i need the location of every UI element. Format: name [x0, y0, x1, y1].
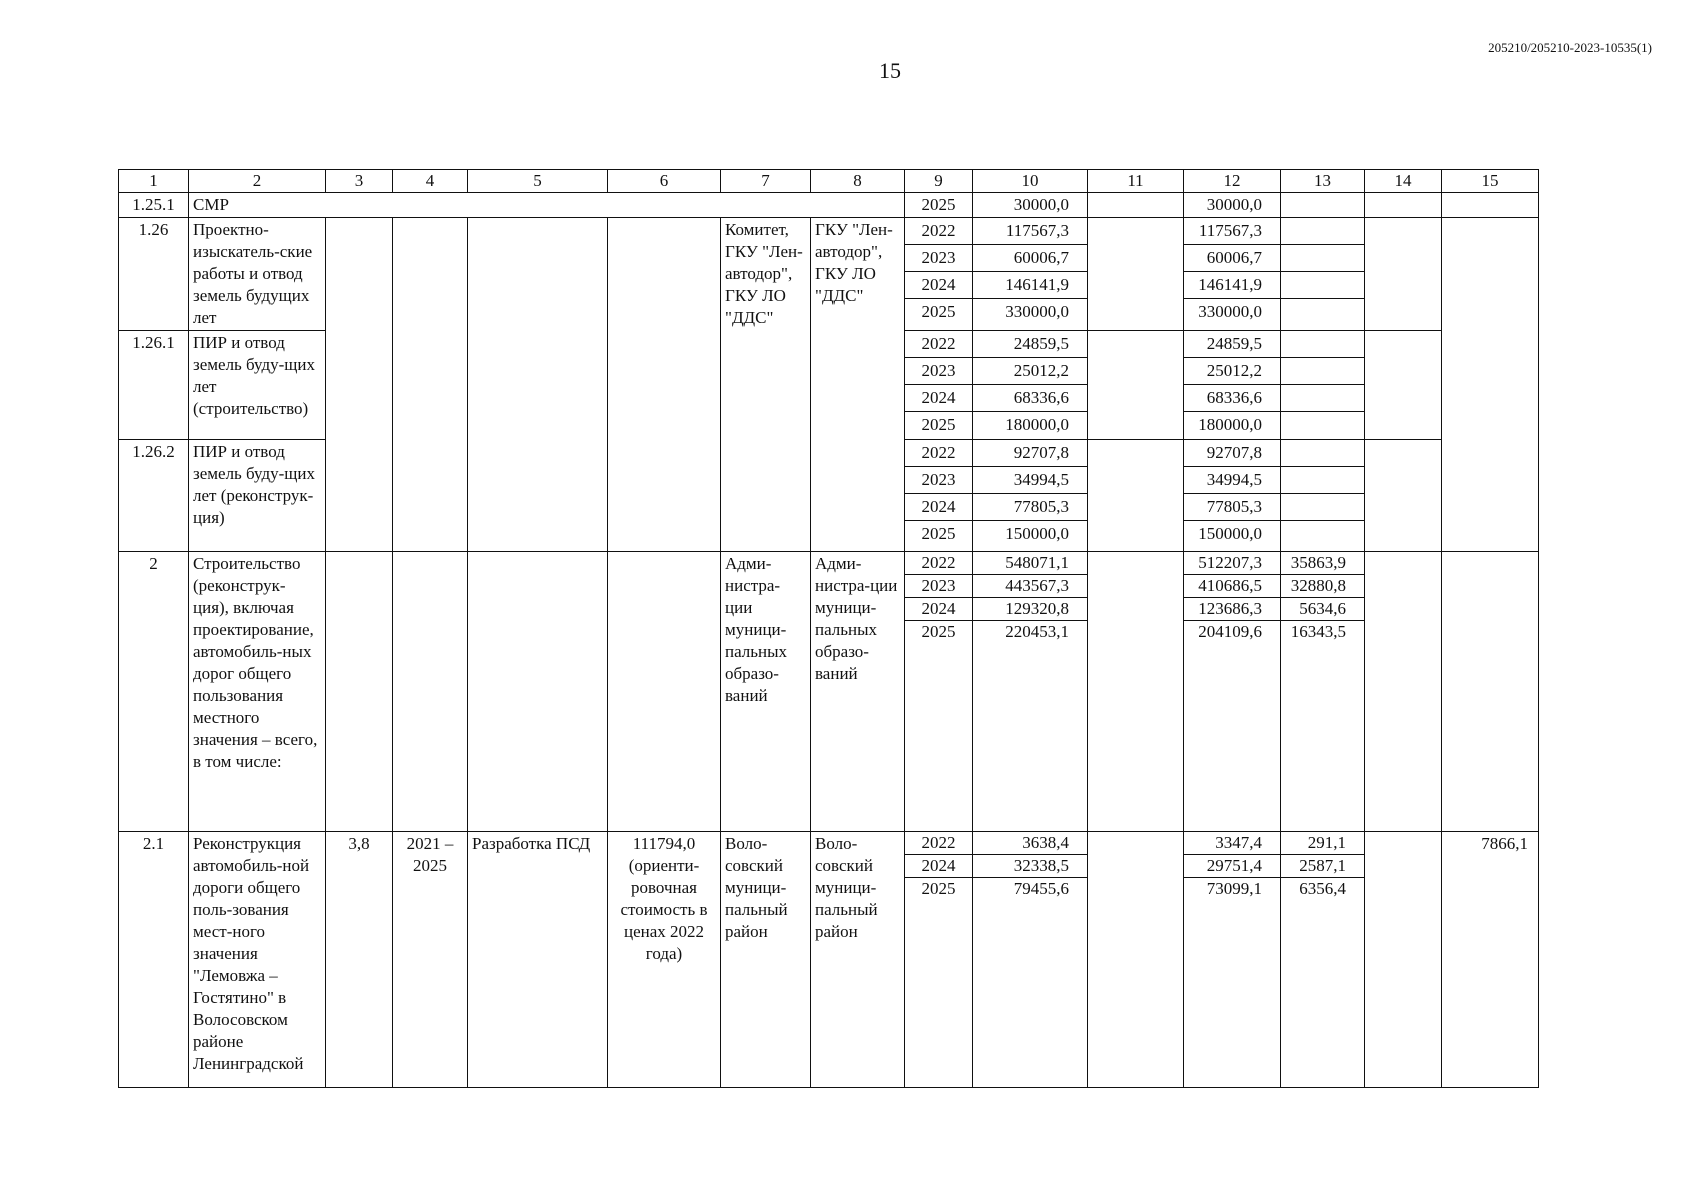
col10-value: 79455,6 [1013, 879, 1069, 898]
col12-value: 30000,0 [1184, 193, 1281, 218]
col12-value: 68336,6 [1184, 385, 1280, 412]
col10-stack [973, 218, 1088, 331]
year-cell: 2025 [921, 415, 956, 434]
header-col-4: 4 [393, 170, 468, 193]
col10-value: 330000,0 [1005, 302, 1069, 321]
co-executor: ГКУ "Лен-автодор", ГКУ ЛО "ДДС" [811, 218, 905, 552]
year-cell: 2023 [905, 467, 972, 494]
col10-value: 25012,2 [973, 358, 1087, 385]
co-executor: Воло-совский муници-пальный район [811, 832, 905, 1088]
document-id: 205210/205210-2023-10535(1) [1488, 40, 1652, 55]
col12-value: 60006,7 [1184, 245, 1280, 272]
col13-value: 6356,4 [1299, 879, 1346, 898]
col11-value [1088, 331, 1184, 440]
col3-value [326, 552, 393, 832]
year-stack [905, 552, 973, 832]
year-cell: 2025 [921, 622, 956, 641]
header-col-9: 9 [905, 170, 973, 193]
header-col-3: 3 [326, 170, 393, 193]
table-row [119, 193, 1539, 218]
col13-value: 5634,6 [1281, 598, 1364, 621]
col13-value [1281, 467, 1364, 494]
row-name: ПИР и отвод земель буду-щих лет (строительство) [189, 331, 326, 440]
year-cell: 2025 [921, 524, 956, 543]
estimated-cost: 111794,0 (ориенти-ровочная стоимость в ценах 2022 года) [608, 832, 721, 1088]
responsible-executor: Комитет, ГКУ "Лен-автодор", ГКУ ЛО "ДДС" [721, 218, 811, 552]
col13-value [1281, 245, 1364, 272]
row-name: Строительство (реконструк-ция), включая проектирование, автомобиль-ных дорог общего пользования местного значения – всего, в том числе: [189, 552, 326, 832]
col10-value: 24859,5 [973, 331, 1087, 358]
col13-value [1281, 299, 1364, 326]
year-stack [905, 331, 973, 440]
row-number: 2.1 [119, 832, 189, 1088]
col10-value: 92707,8 [973, 440, 1087, 467]
year-cell: 2023 [905, 358, 972, 385]
col13-value [1281, 193, 1365, 218]
responsible-executor: Воло-совский муници-пальный район [721, 832, 811, 1088]
implementation-period: 2021 – 2025 [393, 832, 468, 1088]
col12-value: 123686,3 [1184, 598, 1280, 621]
col13-stack [1281, 552, 1365, 832]
col13-stack [1281, 218, 1365, 331]
col14-value [1365, 218, 1442, 331]
col13-value [1281, 218, 1364, 245]
col12-stack [1184, 552, 1281, 832]
col13-value: 2587,1 [1281, 855, 1364, 878]
header-col-11: 11 [1088, 170, 1184, 193]
col10-value: 32338,5 [973, 855, 1087, 878]
col12-value: 25012,2 [1184, 358, 1280, 385]
col12-value: 77805,3 [1184, 494, 1280, 521]
col10-value: 220453,1 [1005, 622, 1069, 641]
col6-value [608, 218, 721, 552]
col10-value: 34994,5 [973, 467, 1087, 494]
col10-stack [973, 331, 1088, 440]
row-number: 1.26.2 [119, 440, 189, 552]
col12-value: 180000,0 [1198, 415, 1262, 434]
col10-value: 150000,0 [1005, 524, 1069, 543]
col15-value [1442, 218, 1539, 552]
col12-value: 117567,3 [1184, 218, 1280, 245]
col14-value [1365, 193, 1442, 218]
col12-value: 24859,5 [1184, 331, 1280, 358]
page-number: 15 [879, 58, 901, 83]
col11-value [1088, 440, 1184, 552]
row-number: 2 [119, 552, 189, 832]
stage: Разработка ПСД [468, 832, 608, 1088]
col10-stack [973, 832, 1088, 1088]
header-col-10: 10 [973, 170, 1088, 193]
year-cell: 2024 [905, 272, 972, 299]
col15-value: 7866,1 [1442, 832, 1539, 1088]
year-cell: 2022 [905, 218, 972, 245]
year-cell: 2022 [905, 331, 972, 358]
header-col-8: 8 [811, 170, 905, 193]
year-cell: 2024 [905, 385, 972, 412]
col13-value [1281, 358, 1364, 385]
col10-value: 146141,9 [973, 272, 1087, 299]
table-row [119, 832, 1539, 1088]
col6-value [608, 552, 721, 832]
year-stack [905, 218, 973, 331]
header-col-5: 5 [468, 170, 608, 193]
header-col-12: 12 [1184, 170, 1281, 193]
year-cell: 2022 [905, 552, 972, 575]
col10-value: 77805,3 [973, 494, 1087, 521]
col13-value: 35863,9 [1281, 552, 1364, 575]
col13-stack [1281, 331, 1365, 440]
header-col-6: 6 [608, 170, 721, 193]
col13-value [1281, 494, 1364, 521]
col10-value: 3638,4 [973, 832, 1087, 855]
col13-value [1281, 440, 1364, 467]
col12-value: 146141,9 [1184, 272, 1280, 299]
year-cell: 2024 [905, 598, 972, 621]
budget-table [118, 169, 1539, 1088]
col14-value [1365, 552, 1442, 832]
col13-value: 16343,5 [1290, 622, 1346, 641]
year-cell: 2025 [921, 879, 956, 898]
col12-value: 410686,5 [1184, 575, 1280, 598]
row-name: СМР [189, 193, 905, 218]
year-cell: 2025 [905, 193, 973, 218]
col15-value [1442, 193, 1539, 218]
col12-stack [1184, 218, 1281, 331]
row-name: Проектно-изыскатель-ские работы и отвод земель будущих лет [189, 218, 326, 331]
col13-value [1281, 272, 1364, 299]
col13-stack [1281, 832, 1365, 1088]
col13-value [1281, 385, 1364, 412]
col11-value [1088, 552, 1184, 832]
header-col-14: 14 [1365, 170, 1442, 193]
col12-stack [1184, 832, 1281, 1088]
row-number: 1.26 [119, 218, 189, 331]
year-cell: 2024 [905, 494, 972, 521]
length-km: 3,8 [326, 832, 393, 1088]
budget-table-wrapper [118, 169, 1539, 1088]
col11-value [1088, 193, 1184, 218]
col12-value: 73099,1 [1206, 879, 1262, 898]
row-name: ПИР и отвод земель буду-щих лет (реконструк-ция) [189, 440, 326, 552]
year-cell: 2025 [921, 302, 956, 321]
col13-value [1281, 412, 1364, 439]
col10-stack [973, 440, 1088, 552]
header-col-15: 15 [1442, 170, 1539, 193]
col12-value: 92707,8 [1184, 440, 1280, 467]
year-stack [905, 440, 973, 552]
col11-value [1088, 218, 1184, 331]
col5-value [468, 218, 608, 552]
header-col-13: 13 [1281, 170, 1365, 193]
col12-value: 512207,3 [1184, 552, 1280, 575]
col10-value: 548071,1 [973, 552, 1087, 575]
col14-value [1365, 832, 1442, 1088]
header-row [119, 170, 1539, 193]
row-number: 1.25.1 [119, 193, 189, 218]
col13-value [1281, 331, 1364, 358]
col15-value [1442, 552, 1539, 832]
col4-value [393, 218, 468, 552]
col12-value: 204109,6 [1198, 622, 1262, 641]
year-cell: 2024 [905, 855, 972, 878]
col10-value: 68336,6 [973, 385, 1087, 412]
row-number: 1.26.1 [119, 331, 189, 440]
col12-value: 3347,4 [1184, 832, 1280, 855]
col14-value [1365, 440, 1442, 552]
col10-value: 30000,0 [973, 193, 1088, 218]
table-row [119, 552, 1539, 832]
col4-value [393, 552, 468, 832]
co-executor: Адми-нистра-ции муници-пальных образо-ваний [811, 552, 905, 832]
year-cell: 2022 [905, 832, 972, 855]
col10-value: 60006,7 [973, 245, 1087, 272]
col12-value: 29751,4 [1184, 855, 1280, 878]
col10-value: 180000,0 [1005, 415, 1069, 434]
col12-value: 150000,0 [1198, 524, 1262, 543]
year-cell: 2023 [905, 245, 972, 272]
table-row [119, 218, 1539, 331]
col12-stack [1184, 440, 1281, 552]
col10-value: 443567,3 [973, 575, 1087, 598]
col5-value [468, 552, 608, 832]
col12-value: 34994,5 [1184, 467, 1280, 494]
col10-value: 117567,3 [973, 218, 1087, 245]
col10-value: 129320,8 [973, 598, 1087, 621]
col14-value [1365, 331, 1442, 440]
year-cell: 2023 [905, 575, 972, 598]
col13-value: 32880,8 [1281, 575, 1364, 598]
col3-value [326, 218, 393, 552]
year-stack [905, 832, 973, 1088]
col13-value [1281, 521, 1364, 548]
header-col-1: 1 [119, 170, 189, 193]
col13-value: 291,1 [1281, 832, 1364, 855]
row-name: Реконструкция автомобиль-ной дороги общего поль-зования мест-ного значения "Лемовжа – Гостятино" в Волосовском районе Ленинградской [189, 832, 326, 1088]
header-col-2: 2 [189, 170, 326, 193]
responsible-executor: Адми-нистра-ции муници-пальных образо-ваний [721, 552, 811, 832]
header-col-7: 7 [721, 170, 811, 193]
col12-value: 330000,0 [1198, 302, 1262, 321]
col13-stack [1281, 440, 1365, 552]
col11-value [1088, 832, 1184, 1088]
col12-stack [1184, 331, 1281, 440]
year-cell: 2022 [905, 440, 972, 467]
col10-stack [973, 552, 1088, 832]
